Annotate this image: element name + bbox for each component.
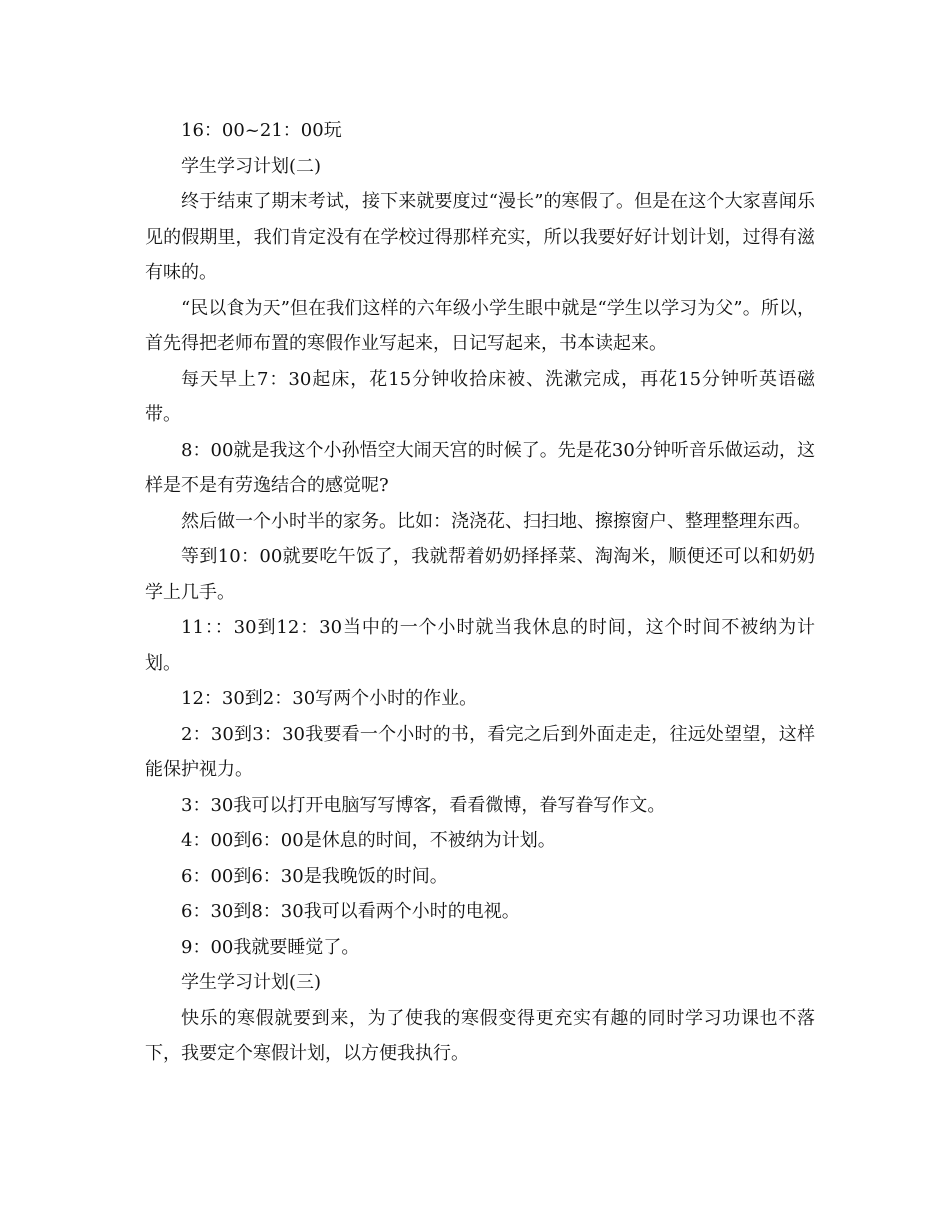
paragraph: 9：00我就要睡觉了。: [181, 936, 360, 958]
paragraph: 3：30我可以打开电脑写写博客，看看微博，眷写眷写作文。: [181, 794, 666, 816]
paragraph: 等到10：00就要吃午饭了，我就帮着奶奶择择菜、淘淘米，顺便还可以和奶奶学上几手。: [145, 546, 815, 603]
section-heading-plan-2: 学生学习计划(二): [181, 155, 322, 177]
section-heading-plan-3: 学生学习计划(三): [181, 972, 322, 993]
paragraph: 2：30到3：30我要看一个小时的书，看完之后到外面走走，往远处望望，这样能保护视力。: [145, 723, 815, 780]
paragraph: 6：00到6：30是我晚饭的时间。: [181, 865, 448, 887]
paragraph: “民以食为天”但在我们这样的六年级小学生眼中就是“学生以学习为父”。所以，首先得把老师布置的寒假作业写起来，日记写起来，书本读起来。: [145, 297, 815, 354]
paragraph: 6：30到8：30我可以看两个小时的电视。: [181, 901, 520, 922]
paragraph: 8：00就是我这个小孙悟空大闹天宫的时候了。先是花30分钟听音乐做运动，这样是不是有劳逸结合的感觉呢?: [145, 439, 815, 496]
paragraph: 然后做一个小时半的家务。比如：浇浇花、扫扫地、擦擦窗户、整理整理东西。: [181, 510, 811, 532]
paragraph-time-play: 16：00~21：00玩: [181, 120, 342, 141]
document-body: [145, 113, 815, 1072]
paragraph: 终于结束了期末考试，接下来就要度过“漫长”的寒假了。但是在这个大家喜闻乐见的假期里，我们肯定没有在学校过得那样充实，所以我要好好计划计划，过得有滋有味的。: [145, 191, 815, 283]
paragraph: 每天早上7：30起床，花15分钟收拾床被、洗漱完成，再花15分钟听英语磁带。: [145, 368, 815, 425]
paragraph: 11：：30到12：30当中的一个小时就当我休息的时间，这个时间不被纳为计划。: [145, 617, 815, 674]
paragraph: 快乐的寒假就要到来，为了使我的寒假变得更充实有趣的同时学习功课也不落下，我要定个寒假计划，以方便我执行。: [145, 1007, 815, 1064]
paragraph: 12：30到2：30写两个小时的作业。: [181, 688, 478, 709]
paragraph: 4：00到6：00是休息的时间，不被纳为计划。: [181, 830, 556, 851]
